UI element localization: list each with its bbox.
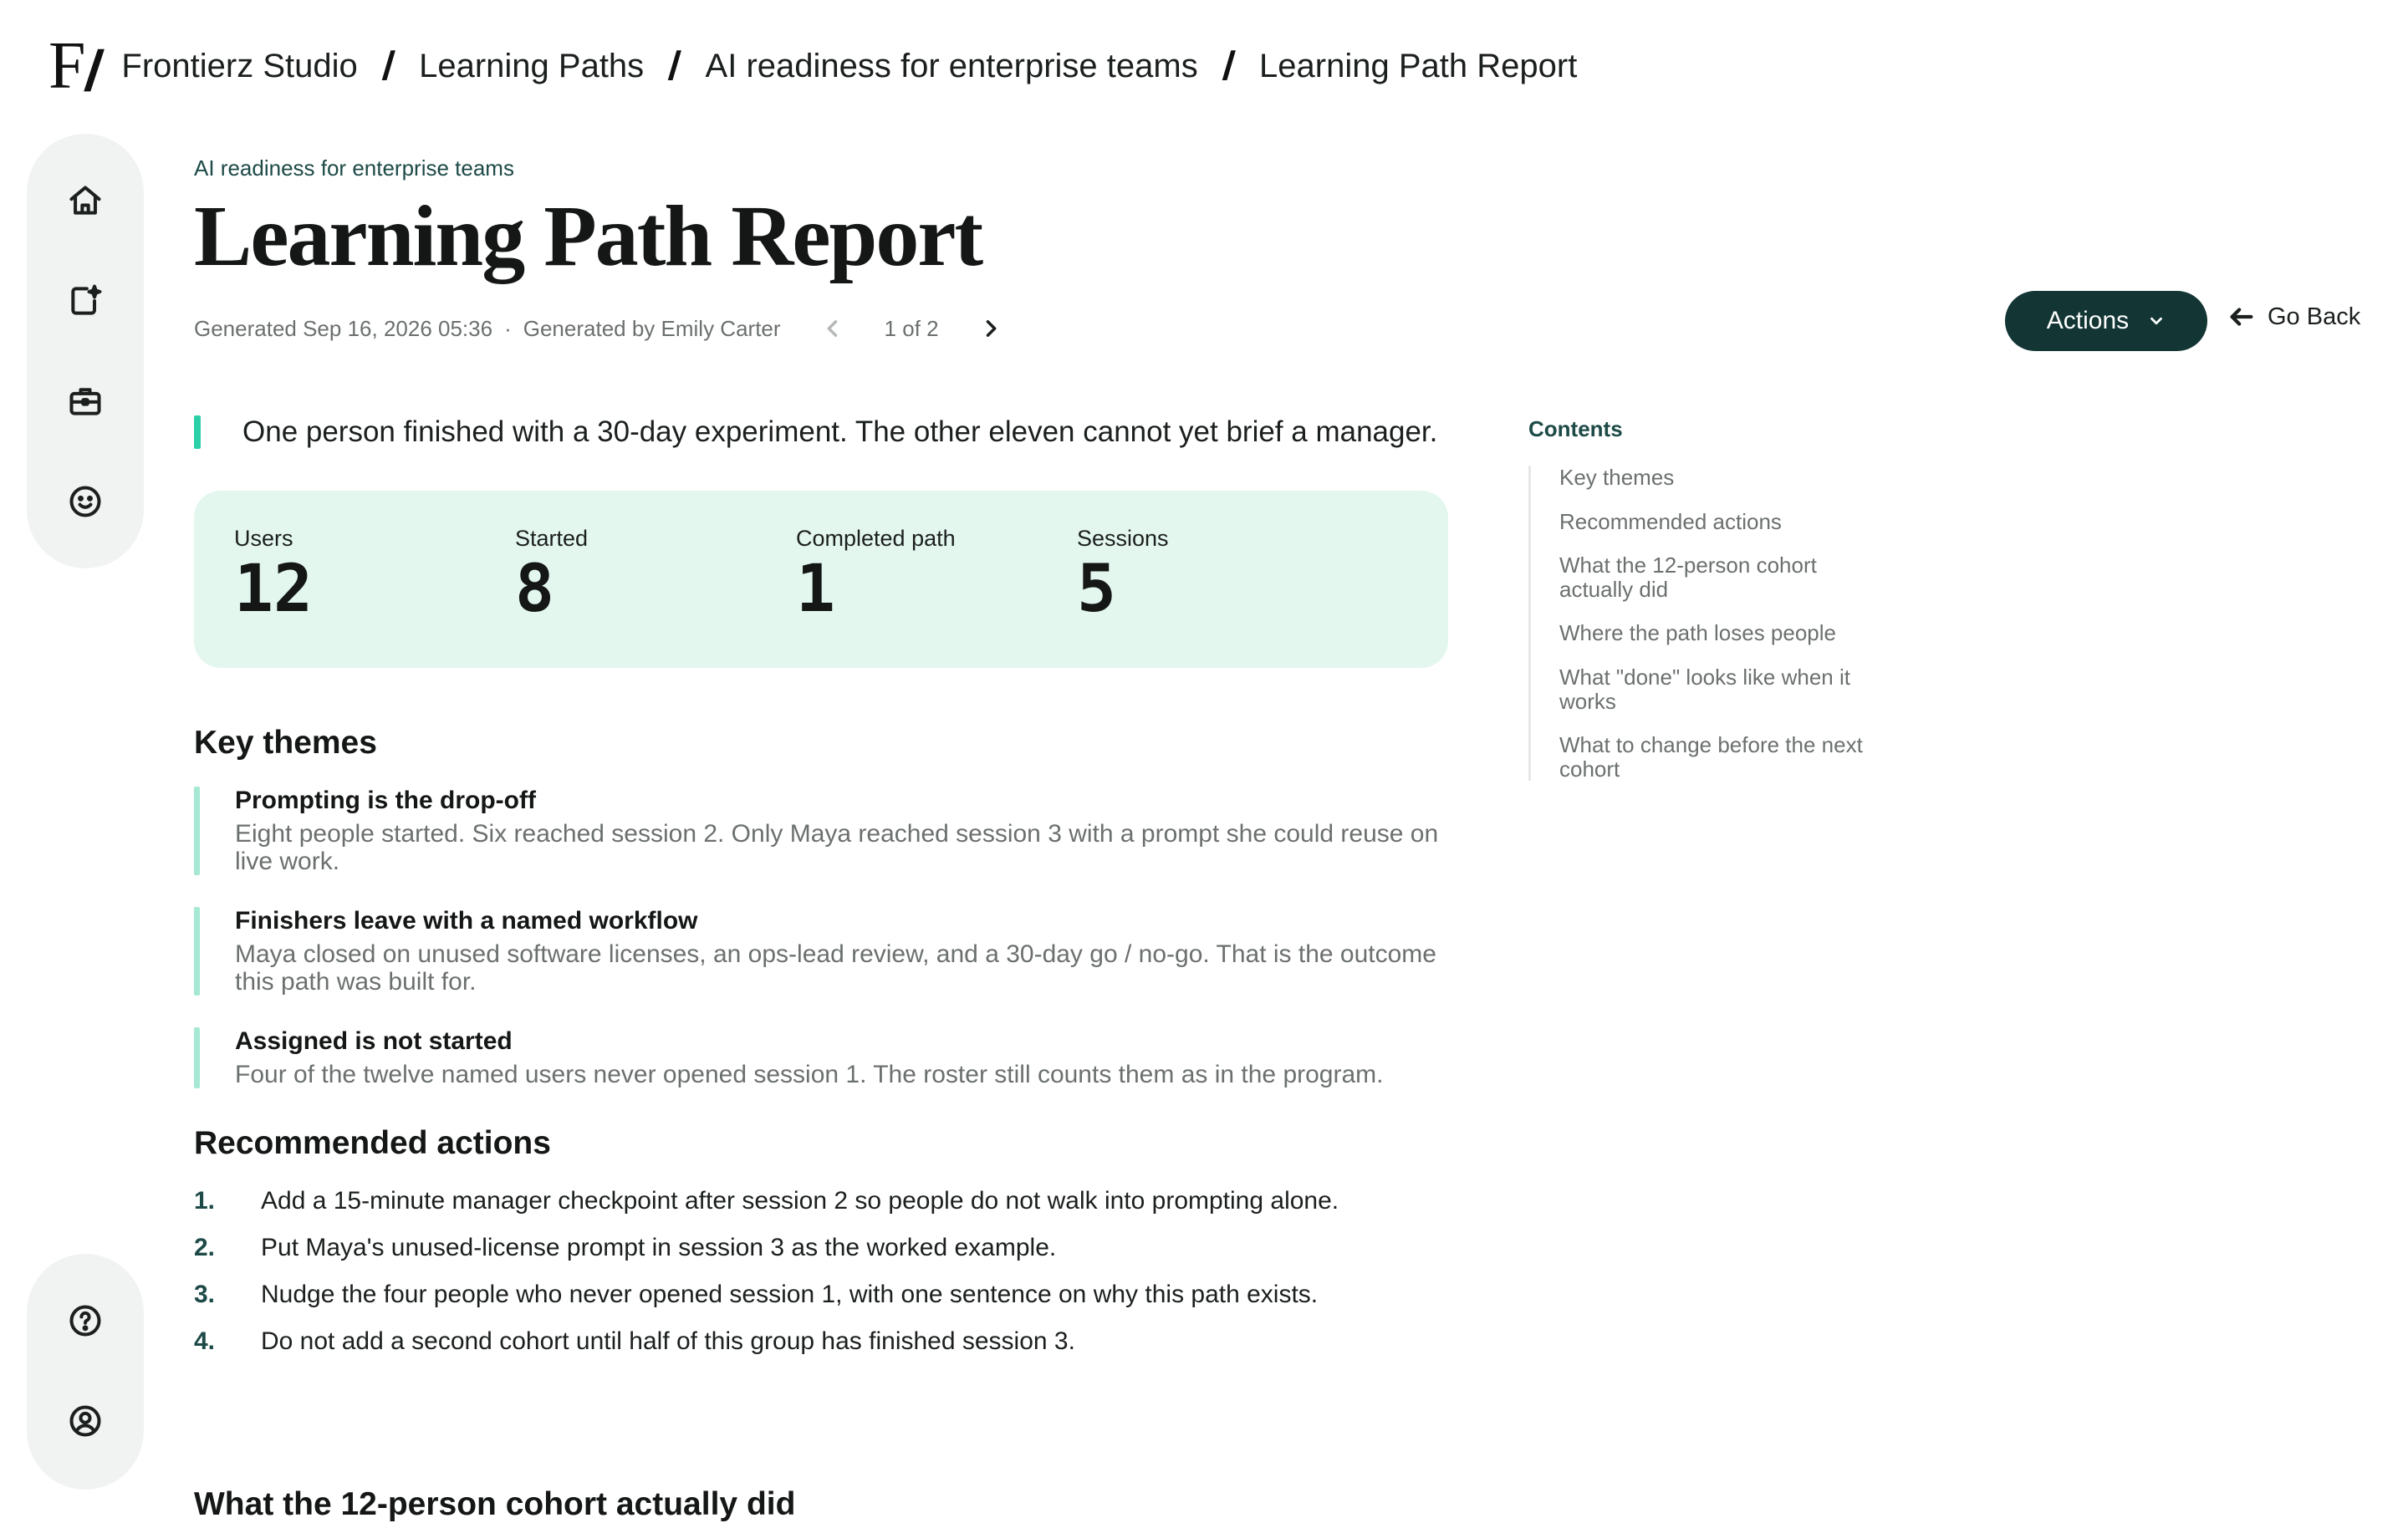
breadcrumb-item-studio[interactable]: Frontierz Studio xyxy=(121,47,358,84)
page-title: Learning Path Report xyxy=(194,188,982,284)
stat-users xyxy=(234,526,515,633)
key-themes-section xyxy=(194,725,1448,1088)
breadcrumb-separator: / xyxy=(380,43,396,89)
stat-value: 1 xyxy=(796,552,835,627)
report-main xyxy=(194,155,1448,1374)
list-text: Do not add a second cohort until half of this group has finished session 3. xyxy=(261,1327,1075,1355)
logo-slash: / xyxy=(81,39,103,103)
theme-title: Prompting is the drop-off xyxy=(235,787,536,814)
actions-dropdown-button[interactable] xyxy=(2005,291,2207,351)
list-number: 1. xyxy=(194,1187,216,1215)
toc-title: Contents xyxy=(1528,416,1623,441)
theme-item xyxy=(194,1027,1448,1088)
sidebar-item-home[interactable] xyxy=(52,167,119,234)
help-icon xyxy=(67,1302,104,1339)
theme-body: Maya closed on unused software licenses, an ops-lead review, and a 30-day go / no-go. That is the outcome this path was built for. xyxy=(235,940,1436,996)
recommended-actions-list xyxy=(194,1187,1448,1356)
meta-separator: · xyxy=(504,315,512,341)
chevron-left-icon xyxy=(821,317,844,340)
theme-accent-bar xyxy=(194,787,200,875)
stat-label: Sessions xyxy=(1077,526,1169,551)
list-number: 4. xyxy=(194,1327,216,1355)
theme-body: Eight people started. Six reached session 2. Only Maya reached session 3 with a prompt she could reuse on live work. xyxy=(235,820,1439,875)
chevron-right-icon xyxy=(979,317,1002,340)
toc-list xyxy=(1528,466,1896,781)
list-item xyxy=(194,1234,1448,1262)
stat-label: Started xyxy=(515,526,589,551)
theme-body: Four of the twelve named users never opened session 1. The roster still counts them as in the program. xyxy=(235,1061,1384,1088)
arrow-left-icon xyxy=(2227,303,2256,331)
sidebar-nav xyxy=(27,134,144,568)
go-back-label: Go Back xyxy=(2268,303,2361,330)
user-account-icon xyxy=(67,1403,104,1439)
stat-value: 12 xyxy=(234,552,313,627)
summary-text: One person finished with a 30-day experiment. The other eleven cannot yet brief a manager. xyxy=(242,415,1438,448)
breadcrumb xyxy=(121,43,1577,89)
go-back-button[interactable] xyxy=(2227,303,2360,331)
toc-item-cohort[interactable]: What the 12-person cohort actually did xyxy=(1559,553,1817,602)
section-title-cohort: What the 12-person cohort actually did xyxy=(194,1486,796,1522)
stats-card xyxy=(194,491,1448,668)
toc-item-loses-people[interactable]: Where the path loses people xyxy=(1559,620,1836,646)
breadcrumb-item-current: Learning Path Report xyxy=(1259,47,1578,84)
toc-item-recommended-actions[interactable]: Recommended actions xyxy=(1559,508,1782,534)
theme-item xyxy=(194,907,1448,996)
toc-item-done[interactable]: What "done" looks like when it works xyxy=(1559,664,1850,714)
new-document-icon xyxy=(67,283,104,319)
sidebar-item-help[interactable] xyxy=(52,1287,119,1354)
breadcrumb-item-learning-paths[interactable]: Learning Paths xyxy=(419,47,645,84)
stat-completed xyxy=(796,526,1077,633)
breadcrumb-item-path[interactable]: AI readiness for enterprise teams xyxy=(705,47,1198,84)
previous-page-button[interactable] xyxy=(814,310,851,347)
brand-logo[interactable] xyxy=(48,29,103,103)
list-text: Nudge the four people who never opened session 1, with one sentence on why this path exists. xyxy=(261,1281,1319,1308)
theme-title: Assigned is not started xyxy=(235,1027,513,1055)
stat-sessions xyxy=(1077,526,1358,633)
sidebar-item-new[interactable] xyxy=(52,267,119,334)
home-icon xyxy=(67,182,104,219)
sidebar-item-feedback[interactable] xyxy=(52,468,119,535)
stat-value: 8 xyxy=(515,552,554,627)
breadcrumb-separator: / xyxy=(666,43,683,89)
next-page-button[interactable] xyxy=(972,310,1009,347)
actions-label: Actions xyxy=(2046,307,2130,334)
theme-item xyxy=(194,787,1448,875)
summary-callout xyxy=(194,415,1448,449)
section-title-recommended-actions: Recommended actions xyxy=(194,1125,551,1161)
sidebar-item-work[interactable] xyxy=(52,368,119,435)
list-number: 2. xyxy=(194,1234,216,1261)
logo-letter: F xyxy=(48,29,83,103)
top-bar xyxy=(48,28,1577,104)
theme-title: Finishers leave with a named workflow xyxy=(235,907,698,935)
table-of-contents xyxy=(1528,416,1896,781)
list-item xyxy=(194,1281,1448,1309)
stat-label: Completed path xyxy=(796,526,956,551)
stat-value: 5 xyxy=(1077,552,1116,627)
stat-label: Users xyxy=(234,526,293,551)
list-item xyxy=(194,1187,1448,1215)
breadcrumb-separator: / xyxy=(1220,43,1237,89)
theme-accent-bar xyxy=(194,907,200,996)
list-item xyxy=(194,1327,1448,1356)
report-pager xyxy=(814,310,1009,347)
toc-item-next-cohort[interactable]: What to change before the next cohort xyxy=(1559,732,1863,782)
generated-date: Generated Sep 16, 2026 05:36 xyxy=(194,315,493,341)
sidebar-footer xyxy=(27,1254,144,1490)
chevron-down-icon xyxy=(2147,312,2166,330)
toc-item-key-themes[interactable]: Key themes xyxy=(1559,465,1675,490)
list-text: Add a 15-minute manager checkpoint after session 2 so people do not walk into prompting alone. xyxy=(261,1187,1339,1215)
generated-by: Generated by Emily Carter xyxy=(523,315,781,341)
smiley-icon xyxy=(67,483,104,520)
report-meta xyxy=(194,310,1448,347)
report-eyebrow[interactable]: AI readiness for enterprise teams xyxy=(194,155,514,181)
theme-accent-bar xyxy=(194,1027,200,1088)
list-number: 3. xyxy=(194,1281,216,1308)
list-text: Put Maya's unused-license prompt in session 3 as the worked example. xyxy=(261,1234,1057,1261)
sidebar-item-account[interactable] xyxy=(52,1388,119,1454)
recommended-actions-section xyxy=(194,1125,1448,1356)
page-count: 1 of 2 xyxy=(884,315,939,341)
callout-accent-bar xyxy=(194,415,201,449)
section-title-key-themes: Key themes xyxy=(194,725,377,761)
stat-started xyxy=(515,526,796,633)
briefcase-icon xyxy=(67,383,104,420)
